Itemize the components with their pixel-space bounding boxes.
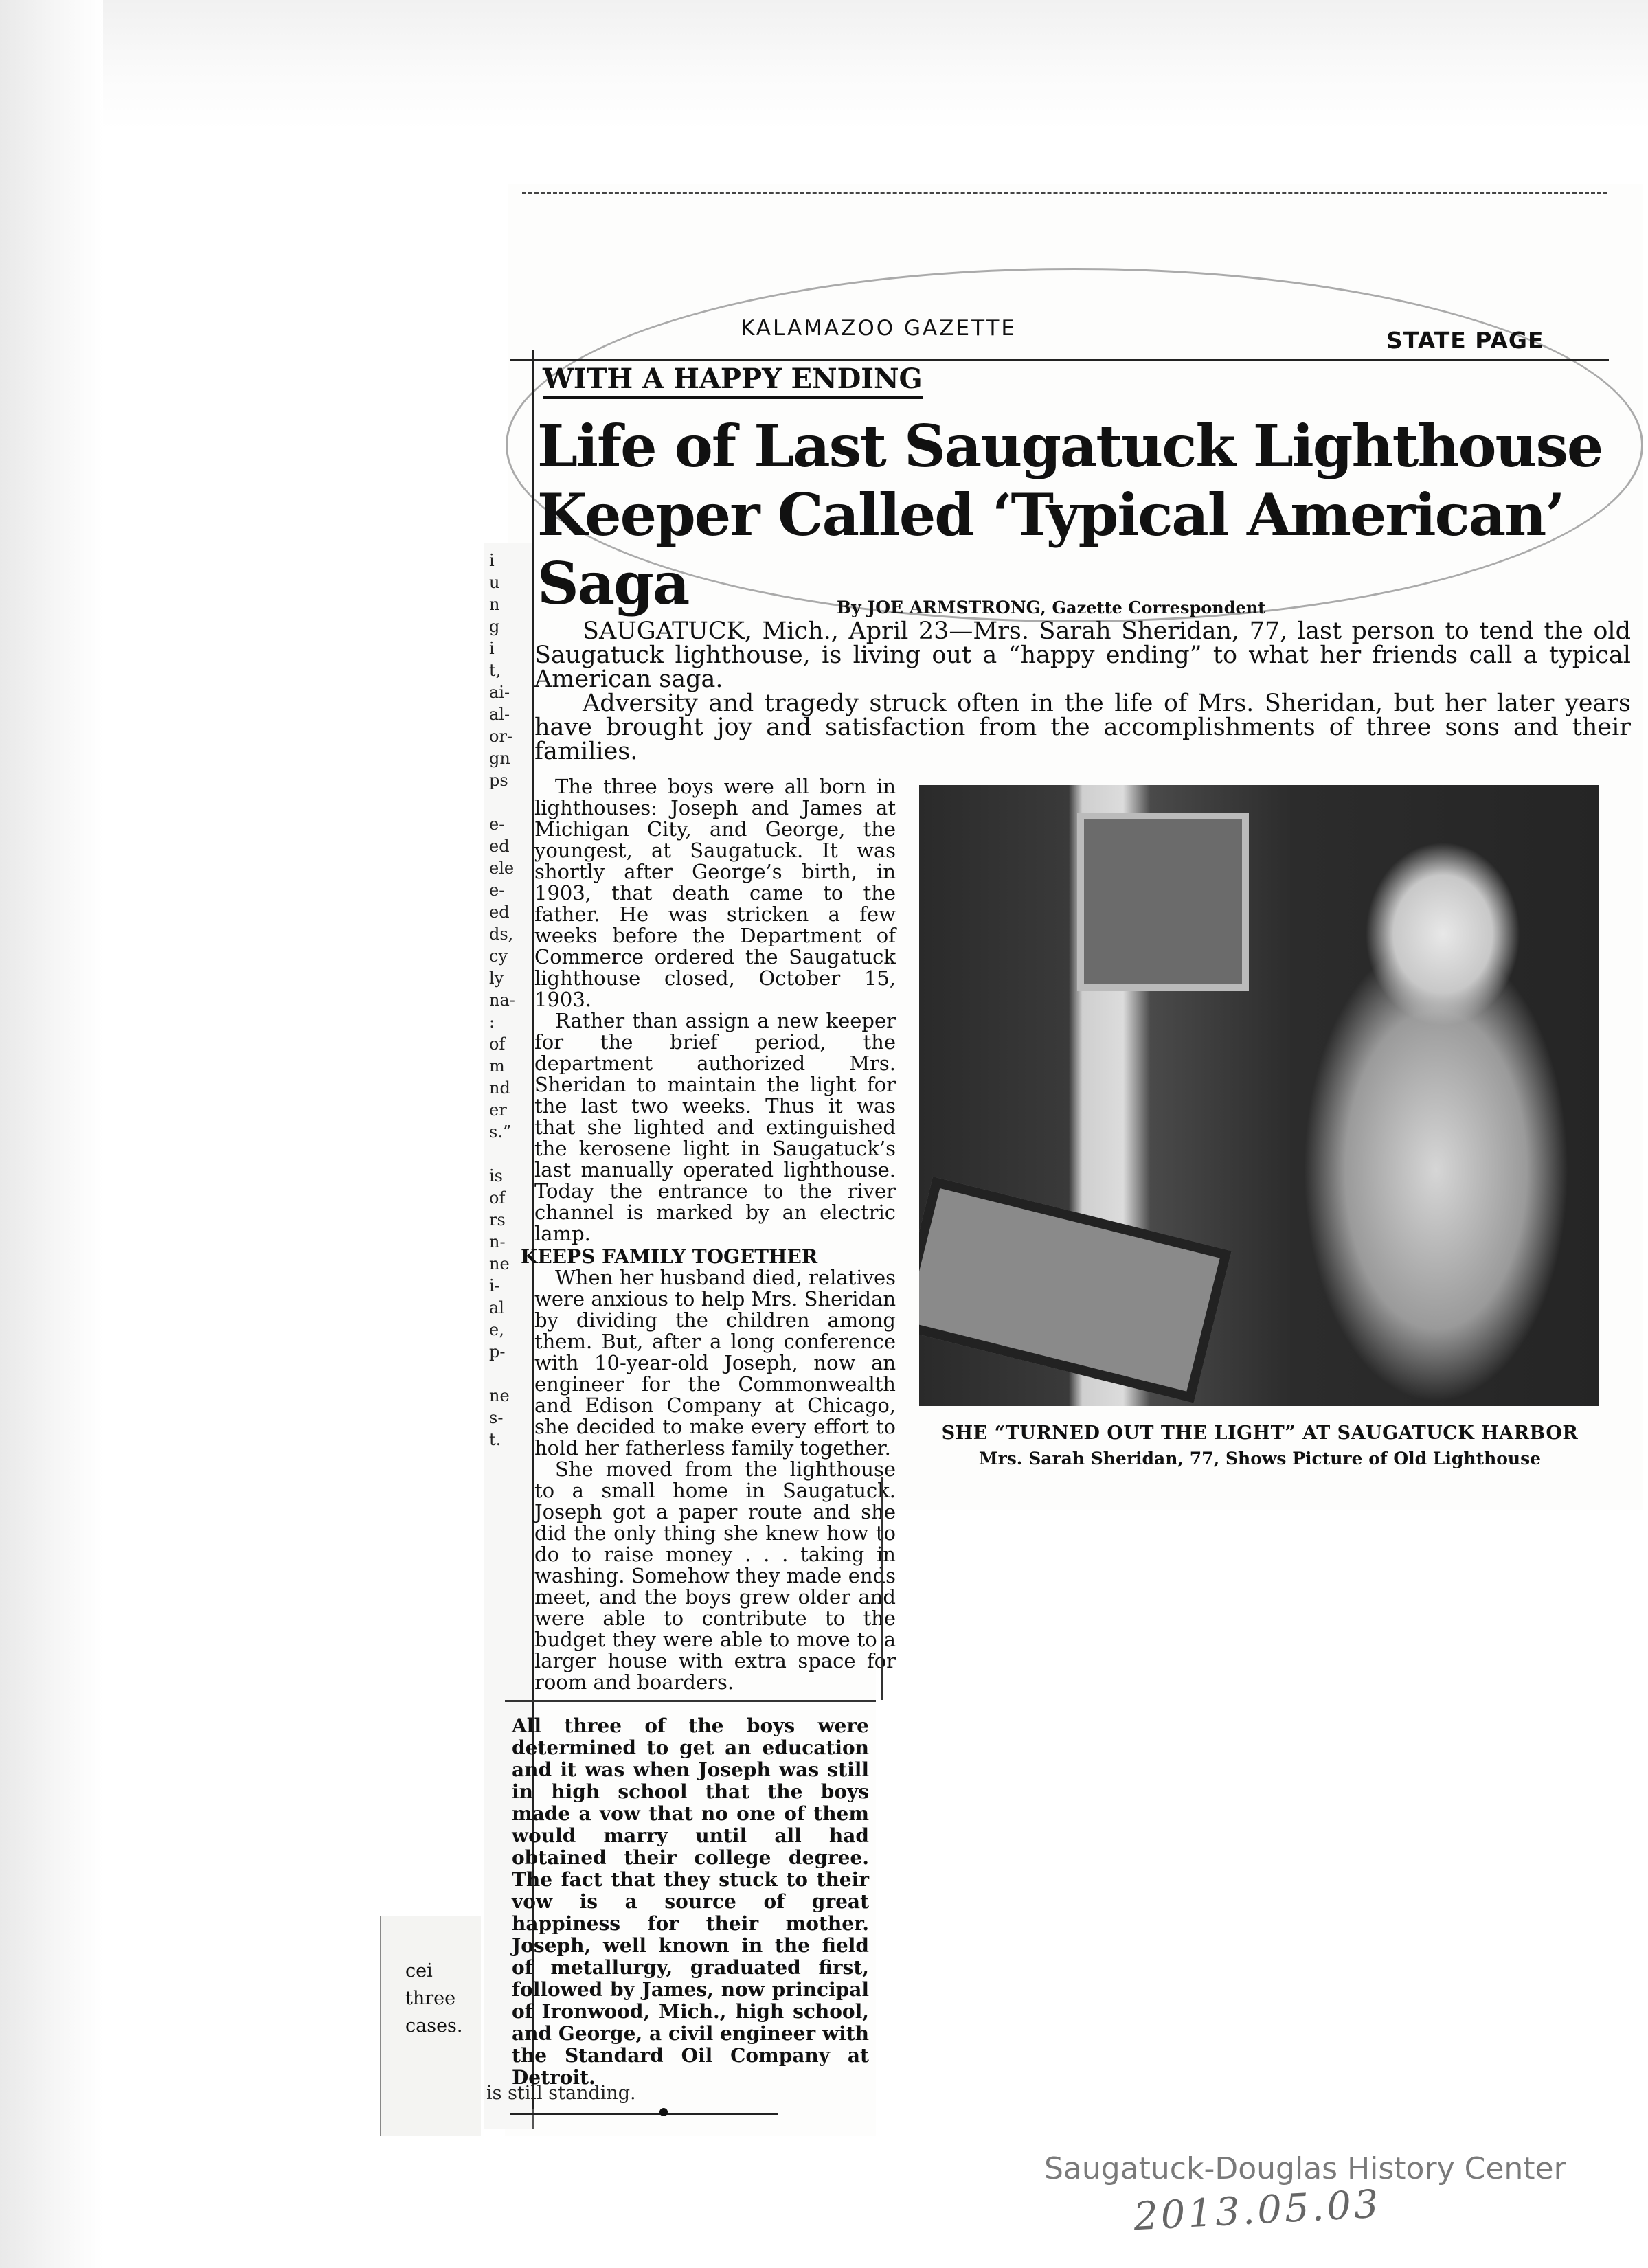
headline-line-1: Life of Last Saugatuck Lighthouse [537,412,1603,480]
subhead: KEEPS FAMILY TOGETHER [521,1245,818,1268]
caption-text: Mrs. Sarah Sheridan, 77, Shows Picture of Old Lighthouse [978,1449,1542,1468]
column-paragraph: When her husband died, relatives were anxious to help Mrs. Sheridan by dividing the children among them. But, after a long conference with 10-year-old Joseph, now an engineer for the Commonwealth and Edison Company at Chicago, she decided to make every effort to hold her fatherless family together. [534,1266,896,1460]
archive-id: 2013.05.03 [1132,2181,1383,2240]
boxed-paragraph: All three of the boys were determined to get an education and it was when Joseph was still in high school that the boys made a vow that no one of them would marry until all had obtained their college degree. The fact that they stuck to their vow is a source of great happiness for their mother. Joseph, well known in the field of metallurgy, graduated first, followed by James, now principal of Ironwood, Mich., high school, and George, a civil engineer with the Standard Oil Company at Detroit. [512,1714,869,2089]
kicker: WITH A HAPPY ENDING [543,363,923,399]
lede-paragraph: Adversity and tragedy struck often in the life of Mrs. Sheridan, but her later years have brought joy and satisfaction from the accomplishments of three sons and their families. [534,690,1631,765]
scanner-edge-top [0,0,1648,131]
scrap-text: cei three cases. [405,1960,463,2037]
photo-window-detail [1077,813,1249,991]
box-rule [505,1700,876,1702]
column-paragraph: Rather than assign a new keeper for the brief period, the department authorized Mrs. Sheridan to maintain the light for the last two weeks. Thus it was that she lighted and extinguished the kerosene light in Saugatuck’s last manually operated lighthouse. Today the entrance to the river channel is marked by an electric lamp. [534,1009,896,1245]
masthead-rule [510,359,1609,361]
tail-text: is still standing. [486,2083,636,2104]
adjacent-column-fragments: i u n g i t, ai- al- or- gn ps e- ed ele e- ed ds, cy ly na- : of m nd er s.” is of rs n- ne i- al e, p- ne s- t. [489,551,515,1449]
column-paragraph: The three boys were all born in lighthouses: Joseph and James at Michigan City, and George, the youngest, at Saugatuck. It was shortly after George’s birth, in 1903, that death came to the father. He was stricken a few weeks before the Department of Commerce ordered the Saugatuck lighthouse closed, October 15, 1903. [534,775,896,1011]
column-paragraph: She moved from the lighthouse to a small home in Saugatuck. Joseph got a paper route and she did the only thing she knew how to do to raise money . . . taking in washing. Somehow they made ends meet, and the boys grew older and were able to contribute to the budget they were able to move to a larger house with extra space for room and boarders. [534,1458,896,1694]
photo-framed-picture [919,1177,1232,1403]
lede-paragraph: SAUGATUCK, Mich., April 23—Mrs. Sarah Sheridan, 77, last person to tend the old Saugatuck lighthouse, is living out a “happy ending” to what her friends call a typical American saga. [534,617,1631,693]
column-rule [881,1477,883,1700]
newspaper-name: KALAMAZOO GAZETTE [741,316,1017,341]
torn-edge [522,180,1607,194]
article-column [521,775,896,1694]
byline-author: By JOE ARMSTRONG, [837,598,1046,617]
headline [537,412,1636,618]
headline-line-2: Keeper Called ‘Typical American’ Saga [537,481,1564,617]
scanner-edge-left [0,0,103,2268]
end-dot [659,2108,668,2116]
section-name: STATE PAGE [1386,327,1544,354]
archive-name: Saugatuck-Douglas History Center [1044,2151,1566,2186]
lede [534,617,1631,765]
photo-caption [890,1420,1629,1471]
article-photo [919,785,1599,1406]
byline-role: Gazette Correspondent [1052,598,1266,617]
end-rule [510,2113,778,2115]
caption-headline: SHE “TURNED OUT THE LIGHT” AT SAUGATUCK HARBOR [941,1422,1579,1444]
byline [837,598,1265,617]
